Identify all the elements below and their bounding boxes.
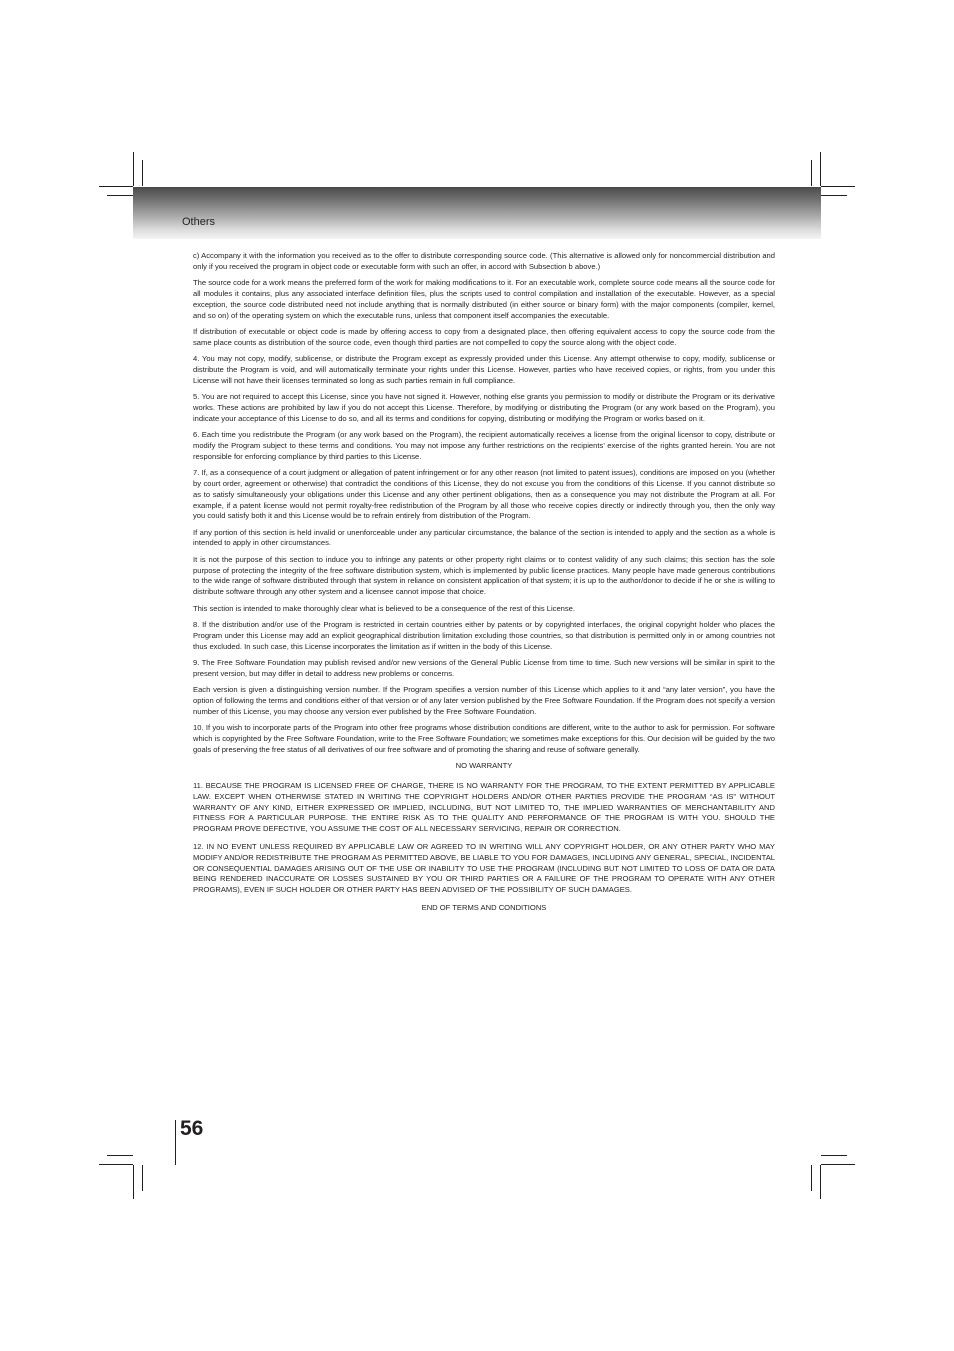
paragraph: If distribution of executable or object code is made by offering access to copy from a designated place, then offering equivalent access to copy the source code from the same place counts as distribution of the source code, even though third parties are not compelled to copy the source along with the object code.	[193, 326, 775, 347]
paragraph: 9. The Free Software Foundation may publish revised and/or new versions of the General Public License from time to time. Such new versions will be similar in spirit to the present version, but may differ in detail to address new problems or concerns.	[193, 658, 775, 678]
crop-mark	[142, 1165, 143, 1191]
paragraph: 7. If, as a consequence of a court judgment or allegation of patent infringement or for any other reason (not limited to patent issues), conditions are imposed on you (whether by court order, agreement or otherwise) that contradict the conditions of this License, they do not excuse you from the conditions of this License. If you cannot distribute so as to satisfy simultaneously your obligations under this License and any other pertinent obligations, then as a consequence you may not distribute the Program at all. For example, if a patent license would not permit royalty-free redistribution of the Program by all those who receive copies directly or indirectly through you, then the only way you could satisfy both it and this License would be to refrain entirely from distribution of the Program.	[193, 468, 775, 521]
crop-mark	[107, 195, 133, 196]
crop-mark	[820, 152, 821, 186]
paragraph: This section is intended to make thoroughly clear what is believed to be a consequence of the rest of this License.	[193, 603, 576, 613]
page-number-rule	[175, 1120, 176, 1165]
paragraph: 5. You are not required to accept this License, since you have not signed it. However, nothing else grants you permission to modify or distribute the Program or its derivative works. These actions are prohibited by law if you do not accept this License. Therefore, by modifying or distributing the Program (or any work based on the Program), you indicate your acceptance of this License to do so, and all its terms and conditions for copying, distributing or modifying the Program or works based on it.	[193, 392, 775, 423]
crop-mark	[133, 152, 134, 186]
paragraph: 4. You may not copy, modify, sublicense, or distribute the Program except as expressly provided under this License. Any attempt otherwise to copy, modify, sublicense or distribute the Program is void, and will automatically terminate your rights under this License. However, parties who have received copies, or rights, from you under this License will not have their licenses terminated so long as such parties remain in full compliance.	[193, 354, 775, 385]
crop-mark	[821, 1155, 847, 1156]
paragraph: 6. Each time you redistribute the Program (or any work based on the Program), the recipient automatically receives a license from the original licensor to copy, distribute or modify the Program subject to these terms and conditions. You may not impose any further restrictions on the recipients’ exercise of the rights granted herein. You are not responsible for enforcing compliance by third parties to this License.	[193, 430, 775, 461]
paragraph: 8. If the distribution and/or use of the Program is restricted in certain countries either by patents or by copyrighted interfaces, the original copyright holder who places the Program under this License may add an explicit geographical distribution limitation excluding those countries, so that distribution is permitted only in or among countries not thus excluded. In such case, this License incorporates the limitation as if written in the body of this License.	[193, 620, 775, 651]
end-heading: END OF TERMS AND CONDITIONS	[421, 902, 547, 912]
crop-mark	[821, 195, 847, 196]
page-number: 56	[180, 1117, 204, 1140]
license-text	[193, 251, 775, 923]
paragraph: c) Accompany it with the information you received as to the offer to distribute corresponding source code. (This alternative is allowed only for noncommercial distribution and only if you received the program in object code or executable form with such an offer, in accord with Subsection b above.)	[193, 251, 775, 271]
warranty-paragraph: 12. IN NO EVENT UNLESS REQUIRED BY APPLICABLE LAW OR AGREED TO IN WRITING WILL ANY COPYRIGHT HOLDER, OR ANY OTHER PARTY WHO MAY MODIFY AND/OR REDISTRIBUTE THE PROGRAM AS PERMITTED ABOVE, BE LIABLE TO YOU FOR DAMAGES, INCLUDING ANY GENERAL, SPECIAL, INCIDENTAL OR CONSEQUENTIAL DAMAGES ARISING OUT OF THE USE OR INABILITY TO USE THE PROGRAM (INCLUDING BUT NOT LIMITED TO LOSS OF DATA OR DATA BEING RENDERED INACCURATE OR LOSSES SUSTAINED BY YOU OR THIRD PARTIES OR A FAILURE OF THE PROGRAM TO OPERATE WITH ANY OTHER PROGRAMS), EVEN IF SUCH HOLDER OR OTHER PARTY HAS BEEN ADVISED OF THE POSSIBILITY OF SUCH DAMAGES.	[193, 841, 775, 895]
crop-mark	[107, 1155, 133, 1156]
crop-mark	[133, 1165, 134, 1199]
crop-mark	[821, 186, 855, 187]
warranty-paragraph: 11. BECAUSE THE PROGRAM IS LICENSED FREE OF CHARGE, THERE IS NO WARRANTY FOR THE PROGRAM, TO THE EXTENT PERMITTED BY APPLICABLE LAW. EXCEPT WHEN OTHERWISE STATED IN WRITING THE COPYRIGHT HOLDERS AND/OR OTHER PARTIES PROVIDE THE PROGRAM “AS IS” WITHOUT WARRANTY OF ANY KIND, EITHER EXPRESSED OR IMPLIED, INCLUDING, BUT NOT LIMITED TO, THE IMPLIED WARRANTIES OF MERCHANTABILITY AND FITNESS FOR A PARTICULAR PURPOSE. THE ENTIRE RISK AS TO THE QUALITY AND PERFORMANCE OF THE PROGRAM IS WITH YOU. SHOULD THE PROGRAM PROVE DEFECTIVE, YOU ASSUME THE COST OF ALL NECESSARY SERVICING, REPAIR OR CORRECTION.	[193, 780, 775, 834]
crop-mark	[142, 160, 143, 186]
paragraph: The source code for a work means the preferred form of the work for making modifications to it. For an executable work, complete source code means all the source code for all modules it contains, plus any associated interface definition files, plus the scripts used to control compilation and installation of the executable. However, as a special exception, the source code distributed need not include anything that is normally distributed (in either source or binary form) with the major components (compiler, kernel, and so on) of the operating system on which the executable runs, unless that component itself accompanies the executable.	[193, 278, 775, 320]
section-title: Others	[182, 216, 216, 228]
paragraph: If any portion of this section is held invalid or unenforceable under any particular circumstance, the balance of the section is intended to apply and the section as a whole is intended to apply in other circumstances.	[193, 527, 775, 548]
crop-mark	[99, 1164, 133, 1165]
paragraph: 10. If you wish to incorporate parts of the Program into other free programs whose distribution conditions are different, write to the author to ask for permission. For software which is copyrighted by the Free Software Foundation, write to the Free Software Foundation; we sometimes make exceptions for this. Our decision will be guided by the two goals of preserving the free status of all derivatives of our free software and of promoting the sharing and reuse of software generally.	[193, 723, 775, 754]
crop-mark	[821, 1164, 855, 1165]
crop-mark	[811, 1165, 812, 1191]
header-band	[133, 187, 821, 239]
paragraph: It is not the purpose of this section to induce you to infringe any patents or other property right claims or to contest validity of any such claims; this section has the sole purpose of protecting the integrity of the free software distribution system, which is implemented by public license practices. Many people have made generous contributions to the wide range of software distributed through that system in reliance on consistent application of that system; it is up to the author/donor to decide if he or she is willing to distribute software through any other system and a licensee cannot impose that choice.	[193, 554, 775, 597]
crop-mark	[99, 186, 133, 187]
paragraph: Each version is given a distinguishing version number. If the Program specifies a version number of this License which applies to it and “any later version”, you have the option of following the terms and conditions either of that version or of any later version published by the Free Software Foundation. If the Program does not specify a version number of this License, you may choose any version ever published by the Free Software Foundation.	[193, 685, 775, 716]
crop-mark	[820, 1165, 821, 1199]
crop-mark	[811, 160, 812, 186]
no-warranty-heading: NO WARRANTY	[455, 761, 513, 771]
